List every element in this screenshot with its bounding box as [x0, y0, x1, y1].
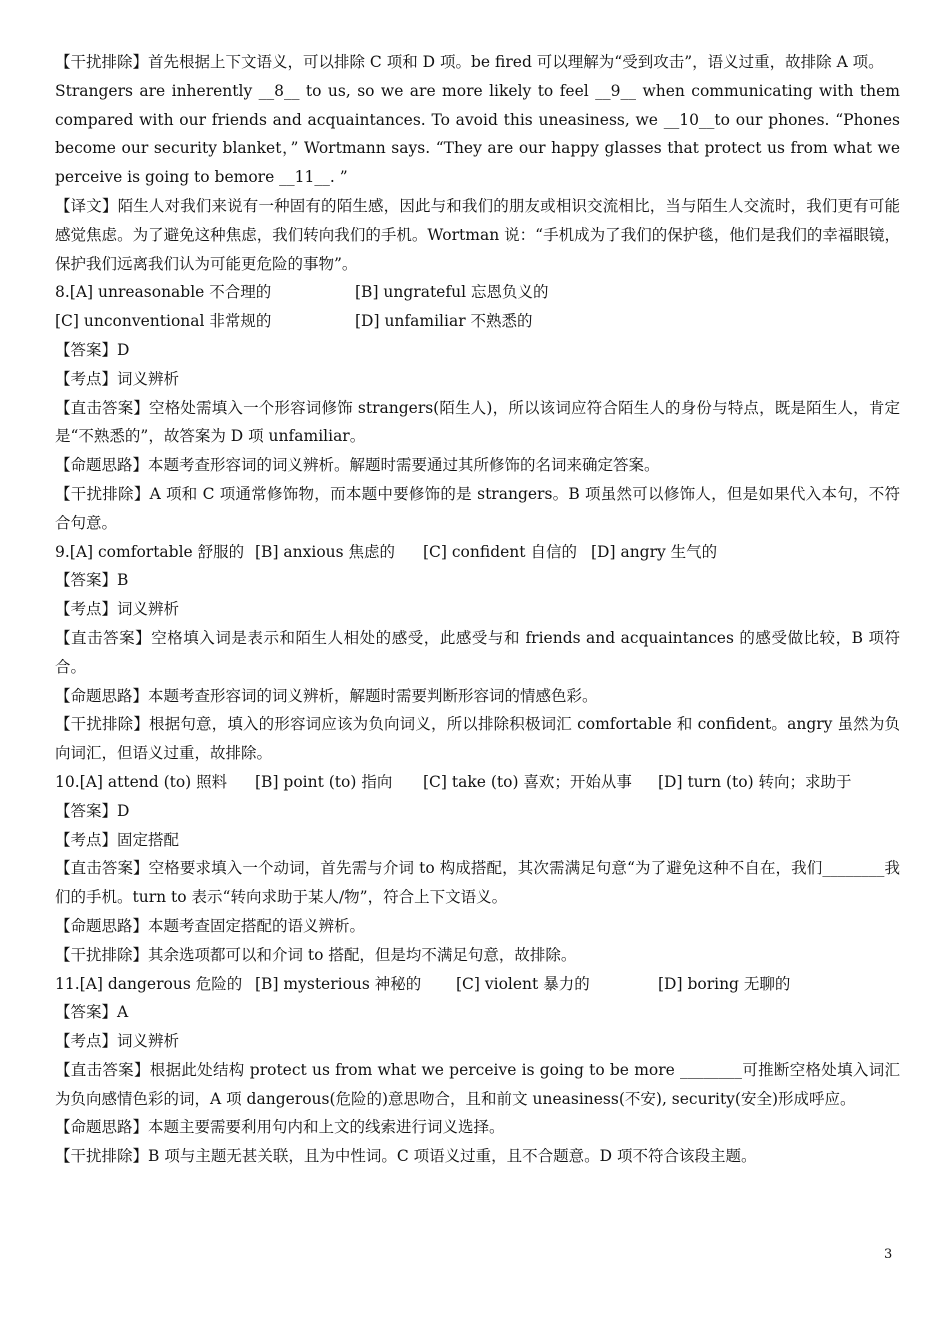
- q8-options-row1: [55, 278, 900, 307]
- q9-option-b: [B] anxious 焦虑的: [255, 542, 396, 561]
- q11-option-a: 11.[A] dangerous 危险的: [55, 974, 243, 993]
- q10-option-d: [D] turn (to) 转向；求助于: [658, 772, 852, 791]
- q11-point: 【考点】词义辨析: [55, 1032, 180, 1051]
- q11-distractor: 【干扰排除】B 项与主题无甚关联，且为中性词。C 项语义过重，且不合题意。D 项不符合该段主题。: [55, 1147, 757, 1166]
- document-page: [55, 48, 900, 1171]
- q11-answer: 【答案】A: [55, 1003, 129, 1022]
- q8-distractor: 【干扰排除】A 项和 C 项通常修饰物，而本题中要修饰的是 strangers。B 项虽然可以修饰人，但是如果代入本句，不符合句意。: [55, 484, 900, 532]
- q8-point: 【考点】词义辨析: [55, 369, 180, 388]
- q8-option-a: 8.[A] unreasonable 不合理的: [55, 283, 272, 302]
- q11-option-c: [C] violent 暴力的: [456, 974, 590, 993]
- q9-option-d: [D] angry 生气的: [591, 542, 718, 561]
- q8-option-b: [B] ungrateful 忘恩负义的: [355, 283, 549, 302]
- q10-direct-answer: 【直击答案】空格要求填入一个动词，首先需与介词 to 构成搭配，其次需满足句意“为了避免这种不自在，我们________我们的手机。turn to 表示“转向求助于某人/物”，符合上下文语义。: [55, 859, 900, 907]
- q8-option-d: [D] unfamiliar 不熟悉的: [355, 312, 533, 331]
- q8-option-c: [C] unconventional 非常规的: [55, 312, 272, 331]
- q11-option-d: [D] boring 无聊的: [658, 974, 791, 993]
- q9-direct-answer: 【直击答案】空格填入词是表示和陌生人相处的感受，此感受与和 friends and acquaintances 的感受做比较，B 项符合。: [55, 628, 900, 676]
- q10-option-a: 10.[A] attend (to) 照料: [55, 772, 228, 791]
- distractor-prev: 【干扰排除】首先根据上下文语义，可以排除 C 项和 D 项。be fired 可以理解为“受到攻击”，语义过重，故排除 A 项。: [55, 53, 884, 71]
- q11-direct-answer: 【直击答案】根据此处结构 protect us from what we perceive is going to be more ________可推断空格处填入词汇为负向感情色彩的词，A 项 dangerous(危险的)意思吻合，且和前文 uneasiness(不安), security(安全)形成呼应。: [55, 1060, 900, 1108]
- q9-option-a: 9.[A] comfortable 舒服的: [55, 542, 245, 561]
- q8-answer: 【答案】D: [55, 340, 130, 359]
- passage-translation: 【译文】陌生人对我们来说有一种固有的陌生感，因此与和我们的朋友或相识交流相比，当与陌生人交流时，我们更有可能感觉焦虑。为了避免这种焦虑，我们转向我们的手机。Wortman 说：“手机成为了我们的保护毯，他们是我们的幸福眼镜，保护我们远离我们认为可能更危险的事物”。: [55, 196, 900, 273]
- q10-idea: 【命题思路】本题考查固定搭配的语义辨析。: [55, 916, 366, 935]
- q8-direct-answer: 【直击答案】空格处需填入一个形容词修饰 strangers(陌生人)，所以该词应符合陌生人的身份与特点，既是陌生人，肯定是“不熟悉的”，故答案为 D 项 unfamiliar。: [55, 398, 900, 446]
- q9-options: [55, 538, 900, 567]
- q9-answer: 【答案】B: [55, 571, 129, 590]
- q8-options-row2: [55, 307, 900, 336]
- q10-options: [55, 768, 900, 797]
- q10-answer: 【答案】D: [55, 801, 130, 820]
- q8-idea: 【命题思路】本题考查形容词的词义辨析。解题时需要通过其所修饰的名词来确定答案。: [55, 456, 660, 475]
- page-number: 3: [884, 1247, 893, 1262]
- q11-idea: 【命题思路】本题主要需要利用句内和上文的线索进行词义选择。: [55, 1118, 505, 1137]
- q10-option-b: [B] point (to) 指向: [255, 772, 393, 791]
- q9-idea: 【命题思路】本题考查形容词的词义辨析，解题时需要判断形容词的情感色彩。: [55, 686, 598, 705]
- passage-text: Strangers are inherently __8__ to us, so we are more likely to feel __9__ when communicating with them compared with our friends and acquaintances. To avoid this uneasiness, we __10__to our phones. “Phones become our security blanket，” Wortmann says. “They are our happy glasses that protect us from what we perceive is going to bemore __11__. ”: [55, 81, 900, 187]
- q9-distractor: 【干扰排除】根据句意，填入的形容词应该为负向词义，所以排除积极词汇 comfortable 和 confident。angry 虽然为负向词汇，但语义过重，故排除。: [55, 715, 900, 763]
- q9-option-c: [C] confident 自信的: [423, 542, 577, 561]
- q10-distractor: 【干扰排除】其余选项都可以和介词 to 搭配，但是均不满足句意，故排除。: [55, 945, 577, 964]
- q9-point: 【考点】词义辨析: [55, 600, 180, 619]
- q11-options: [55, 970, 900, 999]
- q11-option-b: [B] mysterious 神秘的: [255, 974, 422, 993]
- q10-option-c: [C] take (to) 喜欢；开始从事: [423, 772, 632, 791]
- q10-point: 【考点】固定搭配: [55, 830, 180, 849]
